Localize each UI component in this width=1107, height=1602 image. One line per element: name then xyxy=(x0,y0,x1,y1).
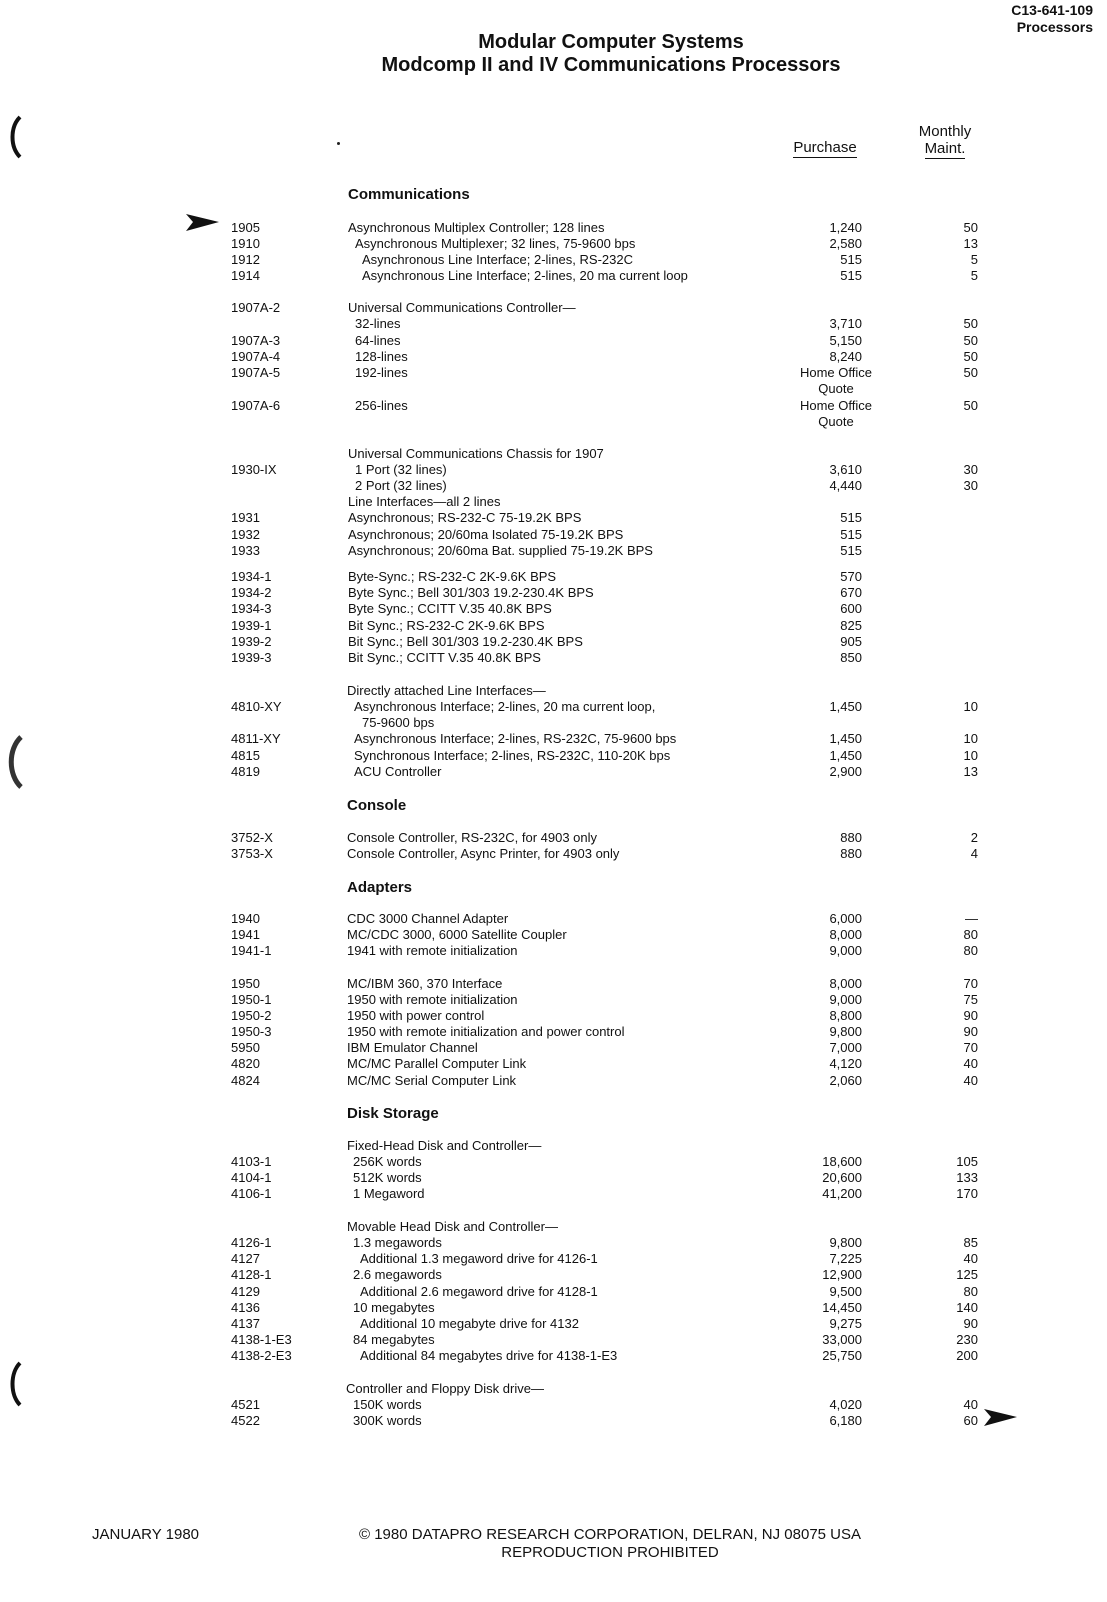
model-number: 1939-2 xyxy=(231,634,272,649)
model-number: 1933 xyxy=(231,543,260,558)
purchase-price: 9,275 xyxy=(829,1316,862,1331)
table-row xyxy=(0,1266,1107,1283)
monthly-maint: 13 xyxy=(963,764,978,779)
purchase-price: Quote xyxy=(818,381,854,396)
table-row xyxy=(0,730,1107,747)
item-description: 512K words xyxy=(353,1170,422,1185)
purchase-price: 570 xyxy=(840,569,862,584)
table-row xyxy=(0,1218,1107,1235)
model-number: 1907A-2 xyxy=(231,300,281,315)
binding-hole-mark-icon xyxy=(6,735,24,789)
purchase-price: 14,450 xyxy=(822,1300,862,1315)
monthly-maint: 90 xyxy=(963,1024,978,1039)
monthly-maint: — xyxy=(965,911,978,926)
table-row xyxy=(0,1023,1107,1040)
purchase-price: 515 xyxy=(840,543,862,558)
table-row xyxy=(0,975,1107,992)
model-number: 4815 xyxy=(231,748,260,763)
model-number: 4126-1 xyxy=(231,1235,272,1250)
table-row xyxy=(0,568,1107,585)
table-row xyxy=(0,1412,1107,1429)
monthly-maint: 5 xyxy=(970,252,978,267)
monthly-maint: 2 xyxy=(970,830,978,845)
purchase-price: 8,000 xyxy=(829,927,862,942)
table-row xyxy=(0,698,1107,715)
table-row xyxy=(0,926,1107,943)
table-row xyxy=(0,1331,1107,1348)
table-row xyxy=(0,682,1107,699)
monthly-maint: 50 xyxy=(963,220,978,235)
purchase-price: 670 xyxy=(840,585,862,600)
table-row xyxy=(0,1315,1107,1332)
item-description: 1950 with remote initialization and power control xyxy=(347,1024,625,1039)
purchase-price: 880 xyxy=(840,830,862,845)
purchase-price: 1,240 xyxy=(829,220,862,235)
item-description: ACU Controller xyxy=(354,764,442,779)
purchase-price: 880 xyxy=(840,846,862,861)
table-row xyxy=(0,1250,1107,1267)
model-number: 1941-1 xyxy=(231,943,272,958)
section-heading xyxy=(0,879,1107,896)
item-description: CDC 3000 Channel Adapter xyxy=(347,911,509,926)
item-description: Directly attached Line Interfaces— xyxy=(347,683,546,698)
monthly-maint: 30 xyxy=(963,478,978,493)
monthly-maint: 90 xyxy=(963,1316,978,1331)
item-description: 32-lines xyxy=(355,316,401,331)
table-row xyxy=(0,1283,1107,1300)
purchase-price: 7,000 xyxy=(829,1040,862,1055)
monthly-maint: 60 xyxy=(963,1413,978,1428)
model-number: 1934-2 xyxy=(231,585,272,600)
monthly-maint: 70 xyxy=(963,1040,978,1055)
monthly-maint: 170 xyxy=(956,1186,978,1201)
model-number: 1939-1 xyxy=(231,618,272,633)
purchase-price: 1,450 xyxy=(829,748,862,763)
model-number: 1939-3 xyxy=(231,650,272,665)
table-row xyxy=(0,584,1107,601)
table-row xyxy=(0,267,1107,284)
footer-copyright-block xyxy=(300,1526,920,1562)
purchase-price: 905 xyxy=(840,634,862,649)
table-row xyxy=(0,942,1107,959)
monthly-maint: 10 xyxy=(963,748,978,763)
monthly-maint: 4 xyxy=(970,846,978,861)
model-number: 1907A-6 xyxy=(231,398,281,413)
item-description: Additional 2.6 megaword drive for 4128-1 xyxy=(360,1284,598,1299)
model-number: 4522 xyxy=(231,1413,260,1428)
item-description: Additional 10 megabyte drive for 4132 xyxy=(360,1316,579,1331)
monthly-maint: 125 xyxy=(956,1267,978,1282)
monthly-maint: 40 xyxy=(963,1397,978,1412)
item-description: Console Controller, Async Printer, for 4903 only xyxy=(347,846,620,861)
purchase-price: Home Office xyxy=(799,365,872,380)
title-line-1: Modular Computer Systems xyxy=(478,31,744,53)
right-arrow-marker-icon xyxy=(984,1409,1018,1427)
item-description: 64-lines xyxy=(355,333,401,348)
table-row xyxy=(0,461,1107,478)
monthly-maint: 10 xyxy=(963,731,978,746)
item-description: Byte Sync.; CCITT V.35 40.8K BPS xyxy=(348,601,552,616)
item-description: MC/MC Serial Computer Link xyxy=(347,1073,517,1088)
footer-date: JANUARY 1980 xyxy=(92,1526,200,1543)
table-row xyxy=(0,493,1107,510)
item-description: MC/MC Parallel Computer Link xyxy=(347,1056,527,1071)
model-number: 4810-XY xyxy=(231,699,282,714)
item-description: 150K words xyxy=(353,1397,422,1412)
model-number: 4820 xyxy=(231,1056,260,1071)
table-row xyxy=(0,348,1107,365)
model-number: 1932 xyxy=(231,527,260,542)
item-description: Asynchronous Line Interface; 2-lines, 20 ma current loop xyxy=(362,268,688,283)
model-number: 1950-3 xyxy=(231,1024,272,1039)
purchase-price: 25,750 xyxy=(822,1348,862,1363)
model-number: 1930-IX xyxy=(231,462,277,477)
item-description: Bit Sync.; Bell 301/303 19.2-230.4K BPS xyxy=(348,634,583,649)
model-number: 1940 xyxy=(231,911,260,926)
item-description: Asynchronous Multiplex Controller; 128 lines xyxy=(348,220,605,235)
purchase-price: 8,240 xyxy=(829,349,862,364)
section-title: Console xyxy=(347,797,407,814)
table-row xyxy=(0,763,1107,780)
column-header-purchase: Purchase xyxy=(793,139,857,156)
model-number: 1934-3 xyxy=(231,601,272,616)
purchase-price: 3,710 xyxy=(829,316,862,331)
item-description: 84 megabytes xyxy=(353,1332,435,1347)
model-number: 4129 xyxy=(231,1284,260,1299)
model-number: 1912 xyxy=(231,252,260,267)
item-description: Asynchronous; 20/60ma Isolated 75-19.2K BPS xyxy=(348,527,624,542)
table-row xyxy=(0,397,1107,414)
model-number: 4128-1 xyxy=(231,1267,272,1282)
monthly-maint: 80 xyxy=(963,1284,978,1299)
model-number: 4104-1 xyxy=(231,1170,272,1185)
model-number: 1950-1 xyxy=(231,992,272,1007)
binding-hole-mark-icon xyxy=(8,115,22,159)
monthly-maint: 50 xyxy=(963,365,978,380)
table-row xyxy=(0,332,1107,349)
model-number: 1934-1 xyxy=(231,569,272,584)
model-number: 1950 xyxy=(231,976,260,991)
item-description: Additional 1.3 megaword drive for 4126-1 xyxy=(360,1251,598,1266)
table-row xyxy=(0,1185,1107,1202)
purchase-price: 41,200 xyxy=(822,1186,862,1201)
table-row xyxy=(0,1039,1107,1056)
model-number: 1950-2 xyxy=(231,1008,272,1023)
item-description: Asynchronous Line Interface; 2-lines, RS-232C xyxy=(362,252,633,267)
monthly-maint: 80 xyxy=(963,943,978,958)
table-row xyxy=(0,1153,1107,1170)
model-number: 4103-1 xyxy=(231,1154,272,1169)
table-row xyxy=(0,1137,1107,1154)
item-description: 256-lines xyxy=(355,398,408,413)
table-row xyxy=(0,1380,1107,1397)
purchase-price: 2,580 xyxy=(829,236,862,251)
monthly-maint: 105 xyxy=(956,1154,978,1169)
table-row xyxy=(0,1347,1107,1364)
purchase-price: 8,800 xyxy=(829,1008,862,1023)
monthly-maint: 85 xyxy=(963,1235,978,1250)
item-description: 2 Port (32 lines) xyxy=(355,478,447,493)
model-number: 1910 xyxy=(231,236,260,251)
purchase-price: 1,450 xyxy=(829,699,862,714)
model-number: 1907A-5 xyxy=(231,365,281,380)
table-row xyxy=(0,714,1107,731)
item-description: Byte-Sync.; RS-232-C 2K-9.6K BPS xyxy=(348,569,557,584)
item-description: Universal Communications Chassis for 1907 xyxy=(348,446,604,461)
monthly-maint: 80 xyxy=(963,927,978,942)
monthly-maint: 50 xyxy=(963,333,978,348)
item-description: Bit Sync.; RS-232-C 2K-9.6K BPS xyxy=(348,618,545,633)
item-description: 2.6 megawords xyxy=(353,1267,442,1282)
table-row xyxy=(0,219,1107,236)
item-description: 1.3 megawords xyxy=(353,1235,442,1250)
model-number: 1907A-4 xyxy=(231,349,281,364)
purchase-price: 2,060 xyxy=(829,1073,862,1088)
model-number: 4127 xyxy=(231,1251,260,1266)
purchase-price: 515 xyxy=(840,527,862,542)
table-row xyxy=(0,829,1107,846)
table-row xyxy=(0,600,1107,617)
purchase-price: 1,450 xyxy=(829,731,862,746)
monthly-maint: 50 xyxy=(963,316,978,331)
item-description: Line Interfaces—all 2 lines xyxy=(348,494,501,509)
table-row xyxy=(0,299,1107,316)
section-title: Communications xyxy=(348,186,470,203)
item-description: Asynchronous Interface; 2-lines, 20 ma current loop, xyxy=(354,699,656,714)
purchase-price: 4,120 xyxy=(829,1056,862,1071)
monthly-maint: 50 xyxy=(963,349,978,364)
table-row xyxy=(0,413,1107,430)
purchase-price: 9,000 xyxy=(829,943,862,958)
item-description: Universal Communications Controller— xyxy=(348,300,576,315)
monthly-maint: 50 xyxy=(963,398,978,413)
table-row xyxy=(0,1396,1107,1413)
table-row xyxy=(0,747,1107,764)
footer-copyright: © 1980 DATAPRO RESEARCH CORPORATION, DELRAN, NJ 08075 USA xyxy=(358,1526,862,1543)
table-row xyxy=(0,991,1107,1008)
table-row xyxy=(0,617,1107,634)
purchase-price: 850 xyxy=(840,650,862,665)
monthly-maint: 140 xyxy=(956,1300,978,1315)
table-row xyxy=(0,526,1107,543)
item-description: 10 megabytes xyxy=(353,1300,435,1315)
item-description: IBM Emulator Channel xyxy=(347,1040,478,1055)
monthly-maint: 40 xyxy=(963,1056,978,1071)
table-row xyxy=(0,477,1107,494)
monthly-maint: 90 xyxy=(963,1008,978,1023)
purchase-price: 9,800 xyxy=(829,1235,862,1250)
item-description: Bit Sync.; CCITT V.35 40.8K BPS xyxy=(348,650,541,665)
item-description: 1950 with remote initialization xyxy=(347,992,518,1007)
purchase-price: 4,440 xyxy=(829,478,862,493)
purchase-price: 5,150 xyxy=(829,333,862,348)
item-description: Asynchronous Multiplexer; 32 lines, 75-9600 bps xyxy=(355,236,636,251)
left-arrow-marker-icon xyxy=(186,214,220,232)
section-heading xyxy=(0,1105,1107,1122)
item-description: Additional 84 megabytes drive for 4138-1-E3 xyxy=(360,1348,618,1363)
monthly-maint: 30 xyxy=(963,462,978,477)
purchase-price: 33,000 xyxy=(822,1332,862,1347)
item-description: Movable Head Disk and Controller— xyxy=(347,1219,558,1234)
model-number: 5950 xyxy=(231,1040,260,1055)
table-row xyxy=(0,380,1107,397)
monthly-maint: 5 xyxy=(970,268,978,283)
purchase-price: 2,900 xyxy=(829,764,862,779)
item-description: Asynchronous; RS-232-C 75-19.2K BPS xyxy=(348,510,582,525)
model-number: 1931 xyxy=(231,510,260,525)
binding-hole-mark-icon xyxy=(8,1361,22,1407)
model-number: 4137 xyxy=(231,1316,260,1331)
item-description: Console Controller, RS-232C, for 4903 only xyxy=(347,830,598,845)
table-row xyxy=(0,315,1107,332)
item-description: Fixed-Head Disk and Controller— xyxy=(347,1138,542,1153)
item-description: 128-lines xyxy=(355,349,408,364)
section-title: Disk Storage xyxy=(347,1105,439,1122)
purchase-price: 3,610 xyxy=(829,462,862,477)
table-row xyxy=(0,364,1107,381)
item-description: 1950 with power control xyxy=(347,1008,485,1023)
model-number: 4136 xyxy=(231,1300,260,1315)
model-number: 4819 xyxy=(231,764,260,779)
item-description: Byte Sync.; Bell 301/303 19.2-230.4K BPS xyxy=(348,585,594,600)
purchase-price: 6,000 xyxy=(829,911,862,926)
model-number: 4138-2-E3 xyxy=(231,1348,292,1363)
section-title: Adapters xyxy=(347,879,413,896)
item-description: MC/CDC 3000, 6000 Satellite Coupler xyxy=(347,927,567,942)
item-description: 300K words xyxy=(353,1413,422,1428)
model-number: 1907A-3 xyxy=(231,333,281,348)
table-row xyxy=(0,649,1107,666)
purchase-price: 9,000 xyxy=(829,992,862,1007)
table-row xyxy=(0,1234,1107,1251)
purchase-price: 600 xyxy=(840,601,862,616)
purchase-price: 9,500 xyxy=(829,1284,862,1299)
footer-reproduction: REPRODUCTION PROHIBITED xyxy=(501,1544,719,1561)
item-description: Controller and Floppy Disk drive— xyxy=(346,1381,544,1396)
doc-id: C13-641-109 xyxy=(1011,2,1093,18)
table-row xyxy=(0,1072,1107,1089)
model-number: 1914 xyxy=(231,268,260,283)
purchase-price: 18,600 xyxy=(822,1154,862,1169)
table-row xyxy=(0,235,1107,252)
purchase-price: Quote xyxy=(818,414,854,429)
table-row xyxy=(0,1007,1107,1024)
table-row xyxy=(0,845,1107,862)
purchase-price: 515 xyxy=(840,510,862,525)
purchase-price: 8,000 xyxy=(829,976,862,991)
item-description: 1 Megaword xyxy=(353,1186,425,1201)
item-description: 256K words xyxy=(353,1154,422,1169)
table-row xyxy=(0,445,1107,462)
monthly-maint: 75 xyxy=(963,992,978,1007)
table-row xyxy=(0,910,1107,927)
purchase-price: 6,180 xyxy=(829,1413,862,1428)
section-heading xyxy=(0,797,1107,814)
purchase-price: Home Office xyxy=(799,398,872,413)
monthly-maint: 230 xyxy=(956,1332,978,1347)
purchase-price: 825 xyxy=(840,618,862,633)
monthly-maint: 13 xyxy=(963,236,978,251)
purchase-price: 4,020 xyxy=(829,1397,862,1412)
monthly-maint: 70 xyxy=(963,976,978,991)
monthly-maint: 40 xyxy=(963,1073,978,1088)
table-row xyxy=(0,1299,1107,1316)
table-row xyxy=(0,509,1107,526)
item-description: MC/IBM 360, 370 Interface xyxy=(347,976,503,991)
item-description: Asynchronous; 20/60ma Bat. supplied 75-19.2K BPS xyxy=(348,543,653,558)
section-heading xyxy=(0,186,1107,203)
item-description: Synchronous Interface; 2-lines, RS-232C, 110-20K bps xyxy=(354,748,671,763)
table-row xyxy=(0,1169,1107,1186)
column-header-maint-label: Maint. xyxy=(924,140,966,157)
model-number: 1941 xyxy=(231,927,260,942)
purchase-price: 515 xyxy=(840,252,862,267)
model-number: 4106-1 xyxy=(231,1186,272,1201)
model-number: 4521 xyxy=(231,1397,260,1412)
model-number: 3752-X xyxy=(231,830,273,845)
monthly-maint: 200 xyxy=(956,1348,978,1363)
purchase-price: 515 xyxy=(840,268,862,283)
purchase-price: 20,600 xyxy=(822,1170,862,1185)
monthly-maint: 10 xyxy=(963,699,978,714)
column-header-monthly: Monthly xyxy=(918,123,972,140)
table-row xyxy=(0,633,1107,650)
table-row xyxy=(0,1055,1107,1072)
item-description: Asynchronous Interface; 2-lines, RS-232C, 75-9600 bps xyxy=(354,731,677,746)
title-line-2: Modcomp II and IV Communications Processors xyxy=(381,54,841,76)
monthly-maint: 133 xyxy=(956,1170,978,1185)
model-number: 3753-X xyxy=(231,846,273,861)
purchase-price: 7,225 xyxy=(829,1251,862,1266)
purchase-price: 9,800 xyxy=(829,1024,862,1039)
item-description: 75-9600 bps xyxy=(362,715,435,730)
item-description: 1941 with remote initialization xyxy=(347,943,518,958)
table-row xyxy=(0,542,1107,559)
item-description: 192-lines xyxy=(355,365,408,380)
doc-category: Processors xyxy=(1016,19,1093,35)
model-number: 4824 xyxy=(231,1073,260,1088)
monthly-maint: 40 xyxy=(963,1251,978,1266)
model-number: 4811-XY xyxy=(231,731,281,746)
model-number: 1905 xyxy=(231,220,260,235)
item-description: 1 Port (32 lines) xyxy=(355,462,447,477)
purchase-price: 12,900 xyxy=(822,1267,862,1282)
model-number: 4138-1-E3 xyxy=(231,1332,292,1347)
table-row xyxy=(0,251,1107,268)
